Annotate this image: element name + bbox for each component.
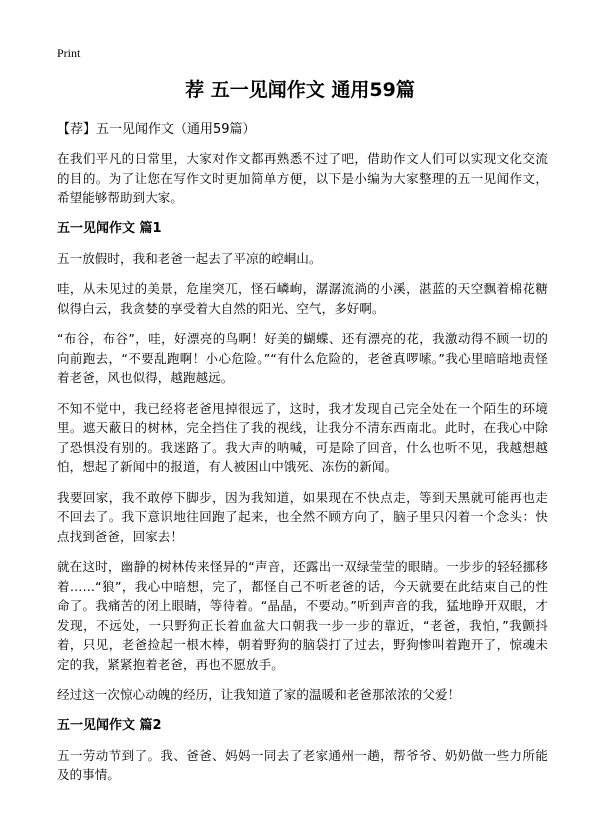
section2-paragraph: 五一劳动节到了。我、爸爸、妈妈一同去了老家通州一趟，帮爷爷、奶奶做一些力所能及的事情。: [57, 747, 548, 782]
section1-paragraph: 我要回家，我不敢停下脚步，因为我知道，如果现在不快点走，等到天黑就可能再也走不回去了。我下意识地往回跑了起来，也全然不顾方向了，脑子里只闪着一个念头：快点找到爸爸，回家去！: [57, 489, 548, 544]
section1-paragraph: 五一放假时，我和老爸一起去了平凉的崆峒山。: [57, 250, 322, 266]
article-body: [57, 120, 548, 796]
print-link[interactable]: Print: [57, 46, 81, 60]
article-subtitle: 【荐】五一见闻作文（通用59篇）: [57, 122, 256, 137]
page-title: 荐 五一见闻作文 通用59篇: [185, 79, 415, 101]
intro-paragraph: 在我们平凡的日常里，大家对作文都再熟悉不过了吧，借助作文人们可以实现文化交流的目的。为了让您在写作文时更加简单方便，以下是小编为大家整理的五一见闻作文，希望能够帮助到大家。: [57, 151, 548, 205]
section-heading-1: 五一见闻作文 篇1: [57, 220, 162, 236]
section1-paragraph: 就在这时，幽静的树林传来怪异的“声音，还露出一双绿莹莹的眼睛。一步步的轻轻挪移着……“狼”，我心中暗想，完了，都怪自己不听老爸的话，今天就要在此结束自己的性命了。我痛苦的闭上眼睛，等待着。“晶晶，不要动。”听到声音的我，猛地睁开双眼，才发现，不远处，一只野狗正长着血盆大口朝我一步一步的靠近，“老爸，我怕，”我颤抖着，只见，老爸捡起一根木棒，朝着野狗的脑袋打了过去，野狗惨叫着跑开了，惊魂未定的我，紧紧抱着老爸，再也不愿放手。: [57, 559, 548, 672]
section-heading-2: 五一见闻作文 篇2: [57, 717, 162, 733]
section1-paragraph: 不知不觉中，我已经将老爸甩掉很远了，这时，我才发现自己完全处在一个陌生的环境里。遮天蔽日的树林，完全挡住了我的视线，让我分不清东西南北。此时，在我心中除了恐惧没有别的。我迷路了。我大声的呐喊，可是除了回音，什么也听不见，我越想越怕，想起了新闻中的报道，有人被困山中饿死、冻伤的新闻。: [57, 400, 548, 474]
section1-paragraph: 经过这一次惊心动魄的经历，让我知道了家的温暖和老爸那浓浓的父爱！: [57, 687, 461, 702]
section1-paragraph: “布谷，布谷”，哇，好漂亮的鸟啊！好美的蝴蝶、还有漂亮的花，我激动得不顾一切的向前跑去，“不要乱跑啊！小心危险。”“有什么危险的，老爸真啰嗦。”我心里暗暗地责怪着老爸，风也似得，越跑越远。: [57, 331, 548, 385]
section1-paragraph: 哇，从未见过的美景，危崖突兀，怪石嶙峋，潺潺流淌的小溪，湛蓝的天空飘着棉花糖似得白云，我贪婪的享受着大自然的阳光、空气，多好啊。: [57, 281, 548, 316]
